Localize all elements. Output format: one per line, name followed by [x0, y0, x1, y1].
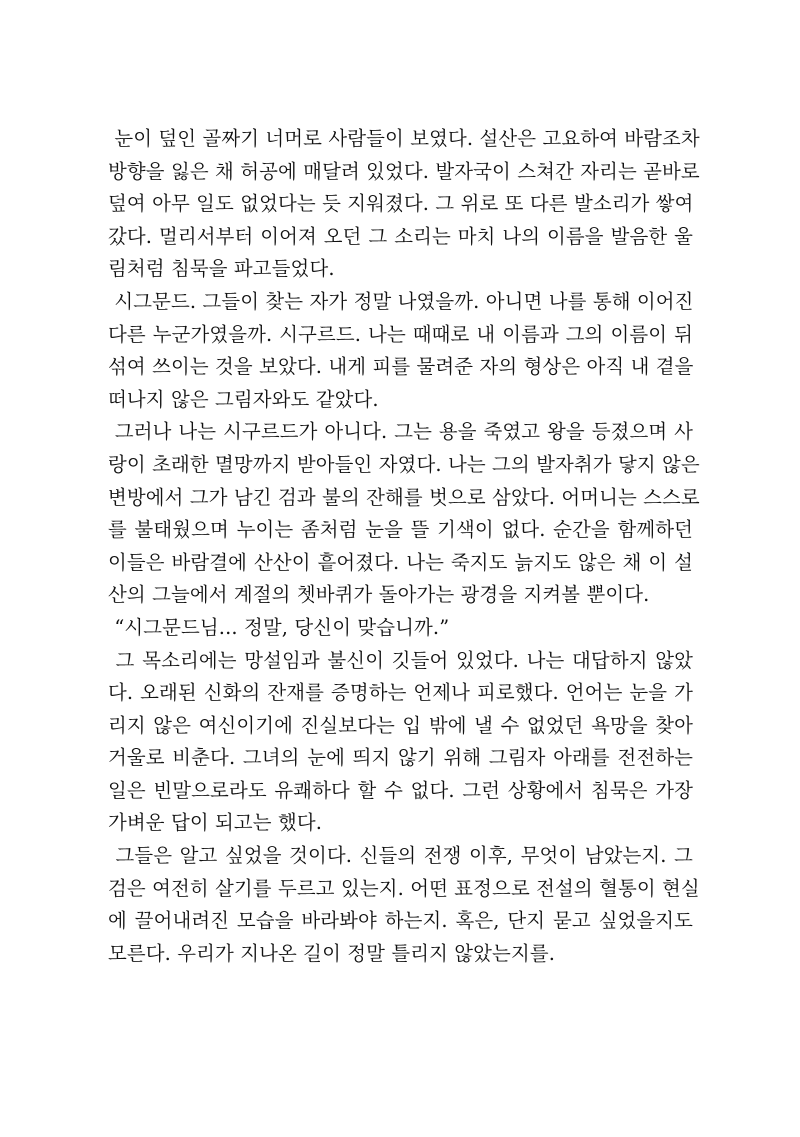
paragraph-6 — [108, 840, 700, 970]
text-line: 다른 누군가였을까. 시구르드. 나는 때때로 내 이름과 그의 이름이 뒤 — [108, 322, 693, 346]
text-line: 그러나 나는 시구르드가 아니다. 그는 용을 죽였고 왕을 등졌으며 사 — [108, 420, 693, 444]
text-line: 그들은 알고 싶었을 것이다. 신들의 전쟁 이후, 무엇이 남았는지. 그 — [108, 844, 693, 868]
paragraph-3 — [108, 416, 700, 612]
text-line: 방향을 잃은 채 허공에 매달려 있었다. 발자국이 스쳐간 자리는 곧바로 — [108, 159, 700, 183]
text-line: 덮여 아무 일도 없었다는 듯 지워졌다. 그 위로 또 다른 발소리가 쌓여 — [108, 192, 694, 216]
text-line: 변방에서 그가 남긴 검과 불의 잔해를 벗으로 삼았다. 어머니는 스스로 — [108, 485, 700, 509]
paragraph-2 — [108, 286, 693, 416]
text-line: 섞여 쓰이는 것을 보았다. 내게 피를 물려준 자의 형상은 아직 내 곁을 — [108, 355, 694, 379]
text-line: 떠나지 않은 그림자와도 같았다. — [108, 387, 379, 411]
text-line: “시그문드님... 정말, 당신이 맞습니까.” — [108, 615, 450, 639]
text-line: 검은 여전히 살기를 두르고 있는지. 어떤 표정으로 전설의 혈통이 현실 — [108, 876, 700, 900]
text-line: 산의 그늘에서 계절의 쳇바퀴가 돌아가는 광경을 지켜볼 뿐이다. — [108, 583, 650, 607]
text-line: 에 끌어내려진 모습을 바라봐야 하는지. 혹은, 단지 묻고 싶었을지도 — [108, 909, 693, 933]
paragraph-1 — [108, 123, 700, 286]
text-line: 갔다. 멀리서부터 이어져 오던 그 소리는 마치 나의 이름을 발음한 울 — [108, 224, 693, 248]
text-line: 림처럼 침묵을 파고들었다. — [108, 257, 335, 281]
text-line: 거울로 비춘다. 그녀의 눈에 띄지 않기 위해 그림자 아래를 전전하는 — [108, 746, 693, 770]
text-line: 모른다. 우리가 지나온 길이 정말 틀리지 않았는지를. — [108, 941, 556, 965]
text-line: 를 불태웠으며 누이는 좀처럼 눈을 뜰 기색이 없다. 순간을 함께하던 — [108, 518, 693, 542]
paragraph-4-dialogue — [108, 612, 693, 645]
text-line: 다. 오래된 신화의 잔재를 증명하는 언제나 피로했다. 언어는 눈을 가 — [108, 681, 693, 705]
text-line: 그 목소리에는 망설임과 불신이 깃들어 있었다. 나는 대답하지 않았 — [108, 648, 693, 672]
text-line: 눈이 덮인 골짜기 너머로 사람들이 보였다. 설산은 고요하여 바람조차 — [108, 127, 700, 150]
document-body — [108, 123, 700, 970]
text-line: 가벼운 답이 되고는 했다. — [108, 811, 323, 835]
paragraph-5 — [108, 645, 693, 841]
text-line: 리지 않은 여신이기에 진실보다는 입 밖에 낼 수 없었던 욕망을 찾아 — [108, 713, 693, 737]
text-line: 이들은 바람결에 산산이 흩어졌다. 나는 죽지도 늙지도 않은 채 이 설 — [108, 550, 693, 574]
text-line: 일은 빈말으로라도 유쾌하다 할 수 없다. 그런 상황에서 침묵은 가장 — [108, 778, 693, 802]
text-line: 시그문드. 그들이 찾는 자가 정말 나였을까. 아니면 나를 통해 이어진 — [108, 289, 694, 313]
text-line: 랑이 초래한 멸망까지 받아들인 자였다. 나는 그의 발자취가 닿지 않은 — [108, 452, 700, 476]
